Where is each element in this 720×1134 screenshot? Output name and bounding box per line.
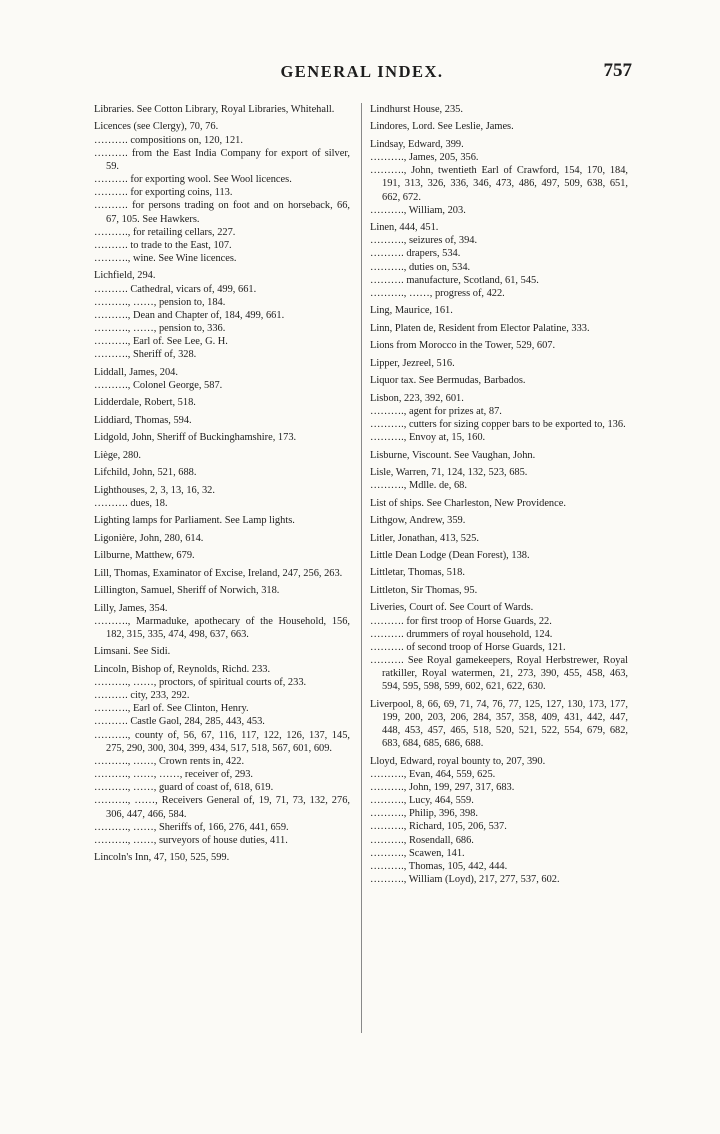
index-entry: Lindsay, Edward, 399. (370, 138, 464, 150)
index-entry: ………., William, 203. (370, 204, 466, 216)
index-entry: Ligonière, John, 280, 614. (94, 532, 204, 544)
index-entry: ………., John, 199, 297, 317, 683. (370, 781, 515, 793)
index-entry: ………., ……, pension to, 336. (94, 323, 226, 335)
index-entry: ………., ……, Receivers General of, 19, 71, 73, 132, 276, 306, 447, 466, 584. (94, 795, 350, 820)
index-entry: ………. city, 233, 292. (94, 690, 190, 702)
index-entry: Lilly, James, 354. (94, 602, 168, 614)
index-entry: ………., for retailing cellars, 227. (94, 226, 236, 238)
index-entry: ………., duties on, 534. (370, 261, 471, 273)
index-entry: ………. for exporting wool. See Wool licences. (94, 174, 292, 186)
index-entry: ………., Colonel George, 587. (94, 380, 223, 392)
index-entry: Lisle, Warren, 71, 124, 132, 523, 685. (370, 467, 528, 479)
index-entry: ………., John, twentieth Earl of Crawford, 154, 170, 184, 191, 313, 326, 336, 346, 473, 486, 497, 509, 638, 651, 662, 672. (370, 165, 628, 203)
index-entry: Liège, 280. (94, 449, 142, 461)
index-entry: ………., Earl of. See Lee, G. H. (94, 336, 228, 348)
index-entry: ………., ……, pension to, 184. (94, 296, 226, 308)
index-entry: ………., Envoy at, 15, 160. (370, 432, 486, 444)
index-entry: ………. drummers of royal household, 124. (370, 628, 553, 640)
index-entry: Lighthouses, 2, 3, 13, 16, 32. (94, 484, 215, 496)
index-entry: Lloyd, Edward, royal bounty to, 207, 390. (370, 755, 546, 767)
index-entry: ………., ……, Crown rents in, 422. (94, 755, 245, 767)
index-entry: ………., agent for prizes at, 87. (370, 405, 502, 417)
index-entry: ………., Earl of. See Clinton, Henry. (94, 703, 249, 715)
index-entry: ………. for exporting coins, 113. (94, 187, 233, 199)
index-entry: Lidgold, John, Sheriff of Buckinghamshire, 173. (94, 432, 297, 444)
index-entry: ………., cutters for sizing copper bars to be exported to, 136. (370, 418, 626, 430)
index-entry: Lindhurst House, 235. (370, 104, 463, 115)
index-entry: Lincoln, Bishop of, Reynolds, Richd. 233. (94, 663, 271, 675)
index-column-right (370, 103, 628, 886)
index-entry: ………. of second troop of Horse Guards, 121. (370, 641, 566, 653)
index-entry: Lifchild, John, 521, 688. (94, 467, 197, 479)
index-entry: ………., Rosendall, 686. (370, 834, 474, 846)
index-entry: ………., county of, 56, 67, 116, 117, 122, 126, 137, 145, 275, 290, 300, 304, 399, 434, 517, 518, 567, 601, 609. (94, 729, 350, 754)
index-entry: Lill, Thomas, Examinator of Excise, Ireland, 247, 256, 263. (94, 567, 343, 579)
index-entry: Linen, 444, 451. (370, 222, 439, 234)
index-entry: ………., wine. See Wine licences. (94, 253, 237, 265)
index-entry: Lidderdale, Robert, 518. (94, 397, 196, 409)
index-entry: Litler, Jonathan, 413, 525. (370, 532, 479, 544)
index-entry: ………., Sheriff of, 328. (94, 349, 197, 361)
index-entry: Lisbon, 223, 392, 601. (370, 392, 464, 404)
index-entry: ………. compositions on, 120, 121. (94, 134, 243, 146)
index-entry: ………., William (Loyd), 217, 277, 537, 602. (370, 874, 560, 886)
index-entry: ………. Cathedral, vicars of, 499, 661. (94, 283, 257, 295)
index-entry: ………. See Royal gamekeepers, Royal Herbstrewer, Royal ratkiller, Royal watermen, 21, 273, 390, 455, 458, 463, 594, 595, 598, 599, 602, 621, 622, 630. (370, 654, 628, 693)
index-entry: ………., ……, Sheriffs of, 166, 276, 441, 659. (94, 821, 289, 833)
page-number: 757 (603, 60, 632, 81)
index-entry: Lithgow, Andrew, 359. (370, 515, 466, 527)
index-entry: ………., ……, proctors, of spiritual courts of, 233. (94, 676, 307, 688)
column-divider (361, 103, 362, 1033)
index-entry: ………., ……, surveyors of house duties, 411. (94, 834, 288, 846)
index-entry: ………., Scawen, 141. (370, 847, 465, 859)
index-entry: ………., Mdlle. de, 68. (370, 480, 467, 492)
index-entry: ………. dues, 18. (94, 497, 168, 509)
index-entry: Libraries. See Cotton Library, Royal Libraries, Whitehall. (94, 104, 335, 115)
index-entry: ………., James, 205, 356. (370, 152, 479, 164)
index-entry: Liddall, James, 204. (94, 366, 178, 378)
index-entry: ………. to trade to the East, 107. (94, 239, 232, 251)
index-entry: Limsani. See Sidi. (94, 646, 171, 658)
index-entry: Liveries, Court of. See Court of Wards. (370, 602, 534, 614)
index-entry: Licences (see Clergy), 70, 76. (94, 121, 219, 133)
index-entry: ………., ……, ……, receiver of, 293. (94, 769, 253, 781)
index-entry: ………., seizures of, 394. (370, 235, 478, 247)
index-entry: Liddiard, Thomas, 594. (94, 414, 192, 426)
index-entry: ………. drapers, 534. (370, 248, 461, 260)
index-entry: ………., Dean and Chapter of, 184, 499, 661. (94, 309, 285, 321)
index-entry: ………., Thomas, 105, 442, 444. (370, 860, 508, 872)
index-entry: Lichfield, 294. (94, 270, 156, 282)
index-entry: Littletar, Thomas, 518. (370, 567, 465, 579)
index-entry: Lipper, Jezreel, 516. (370, 357, 455, 369)
index-entry: Lilburne, Matthew, 679. (94, 550, 195, 562)
index-entry: ………. for persons trading on foot and on horseback, 66, 67, 105. See Hawkers. (94, 200, 350, 225)
index-entry: Littleton, Sir Thomas, 95. (370, 584, 478, 596)
index-entry: ………. Castle Gaol, 284, 285, 443, 453. (94, 716, 265, 728)
index-entry: Lindores, Lord. See Leslie, James. (370, 121, 514, 133)
page-header (92, 62, 632, 88)
index-entry: Liquor tax. See Bermudas, Barbados. (370, 375, 526, 387)
index-entry: ………., Richard, 105, 206, 537. (370, 821, 507, 833)
index-entry: Lillington, Samuel, Sheriff of Norwich, 318. (94, 585, 280, 597)
index-entry: Liverpool, 8, 66, 69, 71, 74, 76, 77, 125, 127, 130, 173, 177, 199, 200, 203, 206, 284, 357, 358, 409, 431, 442, 447, 448, 453, 457, 465, 518, 520, 521, 522, 554, 679, 682, 683, 684, 685, 686, 688. (370, 698, 628, 750)
index-column-left (94, 103, 350, 864)
index-entry: Linn, Platen de, Resident from Elector Palatine, 333. (370, 322, 590, 334)
page-title: GENERAL INDEX. (280, 62, 444, 81)
index-entry: ………., Evan, 464, 559, 625. (370, 768, 496, 780)
index-entry: ………. from the East India Company for export of silver, 59. (94, 147, 350, 172)
index-entry: ………., ……, progress of, 422. (370, 287, 505, 299)
index-entry: ………., Lucy, 464, 559. (370, 795, 474, 807)
index-entry: Ling, Maurice, 161. (370, 305, 453, 317)
index-entry: ………., ……, guard of coast of, 618, 619. (94, 782, 274, 794)
index-entry: Lighting lamps for Parliament. See Lamp lights. (94, 515, 295, 527)
index-entry: ………. for first troop of Horse Guards, 22. (370, 615, 552, 627)
index-entry: ………., Marmaduke, apothecary of the Household, 156, 182, 315, 335, 474, 498, 637, 663. (94, 615, 350, 640)
index-entry: ………. manufacture, Scotland, 61, 545. (370, 274, 539, 286)
index-entry: Lincoln's Inn, 47, 150, 525, 599. (94, 852, 230, 864)
index-entry: Lisburne, Viscount. See Vaughan, John. (370, 449, 536, 461)
index-entry: Little Dean Lodge (Dean Forest), 138. (370, 549, 530, 561)
index-entry: List of ships. See Charleston, New Providence. (370, 497, 566, 509)
index-entry: ………., Philip, 396, 398. (370, 808, 478, 820)
index-entry: Lions from Morocco in the Tower, 529, 607. (370, 340, 556, 352)
